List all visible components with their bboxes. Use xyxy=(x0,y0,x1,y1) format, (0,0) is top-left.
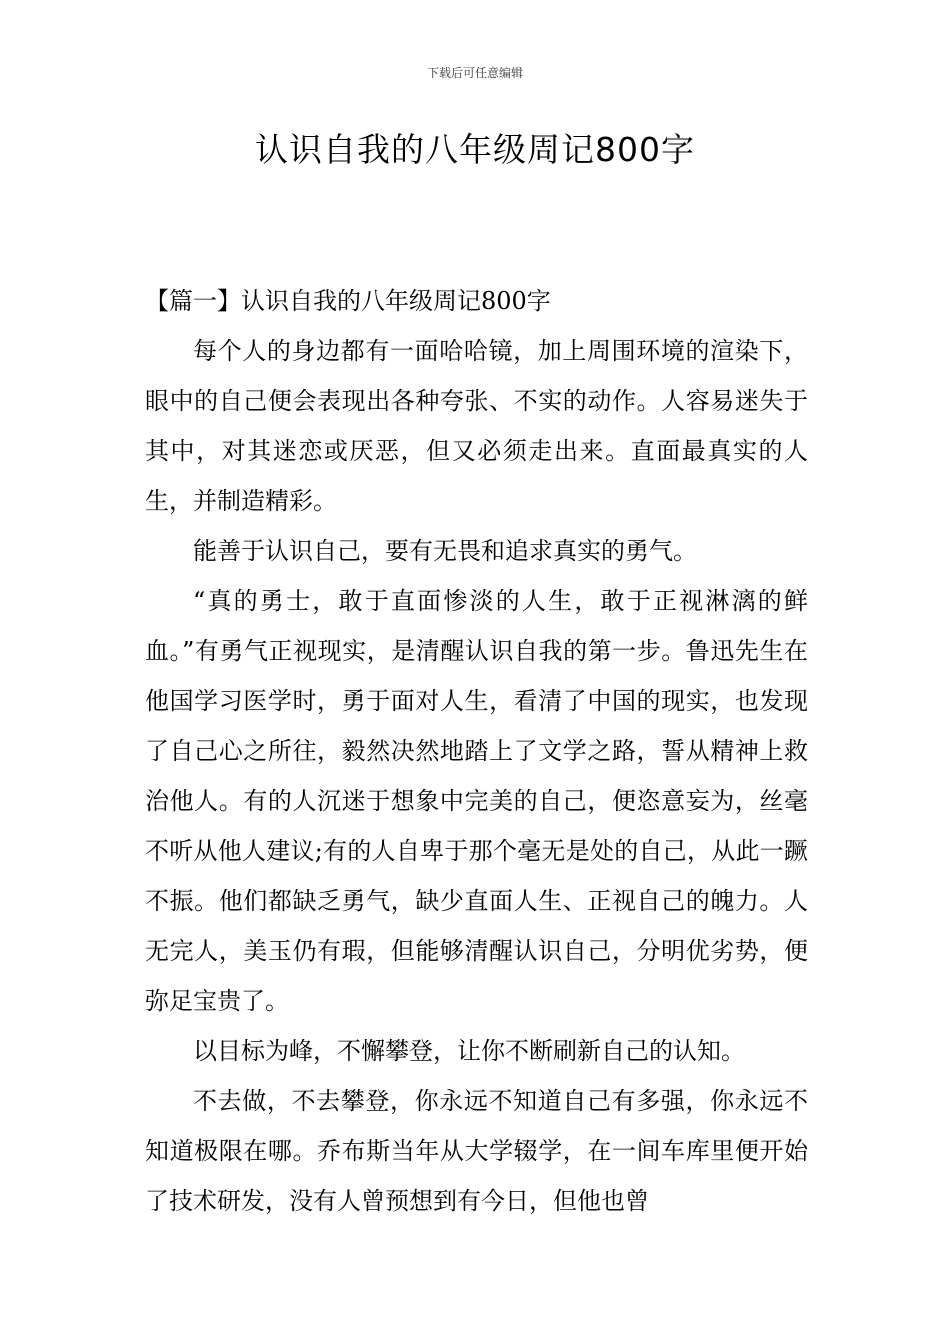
paragraph-3: “真的勇士，敢于直面惨淡的人生，敢于正视淋漓的鲜血。”有勇气正视现实，是清醒认识自我的第一步。鲁迅先生在他国学习医学时，勇于面对人生，看清了中国的现实，也发现了自己心之所往，毅然决然地踏上了文学之路，誓从精神上救治他人。有的人沉迷于想象中完美的自己，便恣意妄为，丝毫不听从他人建议;有的人自卑于那个毫无是处的自己，从此一蹶不振。他们都缺乏勇气，缺少直面人生、正视自己的魄力。人无完人，美玉仍有瑕，但能够清醒认识自己，分明优劣势，便弥足宝贵了。 xyxy=(145,587,808,1015)
paragraph-2: 能善于认识自己，要有无畏和追求真实的勇气。 xyxy=(193,537,697,565)
paragraph-1: 每个人的身边都有一面哈哈镜，加上周围环境的渲染下，眼中的自己便会表现出各种夸张、不实的动作。人容易迷失于其中，对其迷恋或厌恶，但又必须走出来。直面最真实的人生，并制造精彩。 xyxy=(145,337,808,515)
document-body xyxy=(145,276,808,1226)
header-note: 下载后可任意编辑 xyxy=(426,66,523,80)
section-heading: 【篇一】认识自我的八年级周记800字 xyxy=(145,287,551,315)
paragraph-5: 不去做，不去攀登，你永远不知道自己有多强，你永远不知道极限在哪。乔布斯当年从大学辍学，在一间车库里便开始了技术研发，没有人曾预想到有今日，但他也曾 xyxy=(145,1087,808,1215)
paragraph-4: 以目标为峰，不懈攀登，让你不断刷新自己的认知。 xyxy=(193,1037,745,1065)
document-title: 认识自我的八年级周记800字 xyxy=(255,130,695,169)
